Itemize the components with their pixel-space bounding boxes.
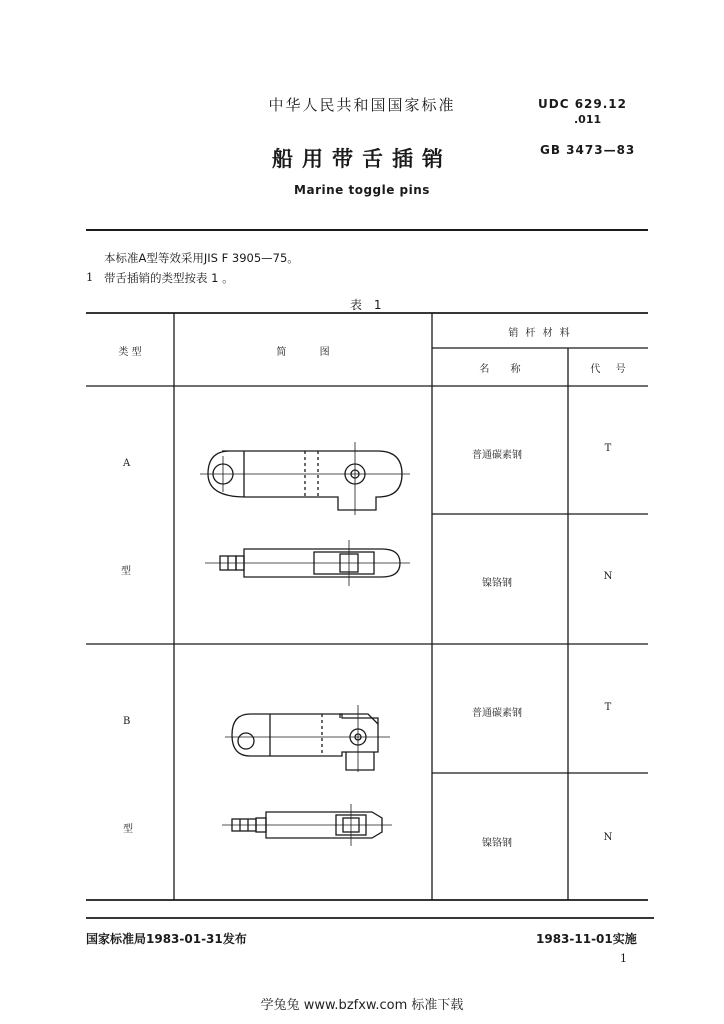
row-a-type-label: A — [123, 458, 131, 469]
udc-code: UDC 629.12 — [538, 97, 627, 111]
type-b-top-view-drawing — [225, 705, 390, 772]
publish-date: 国家标准局1983-01-31发布 — [86, 932, 247, 946]
header-sketch: 简 图 — [276, 347, 330, 358]
row-b-material-2-name: 镍铬钢 — [482, 838, 512, 849]
row-b-type-suffix: 型 — [123, 824, 133, 835]
clause-number: 1 — [86, 270, 94, 284]
type-b-side-view-drawing — [222, 804, 392, 846]
page-number: 1 — [620, 952, 627, 965]
document-title: 船用带舌插销 — [272, 147, 452, 171]
row-b-material-1-code: T — [604, 702, 612, 713]
implement-date: 1983-11-01实施 — [536, 932, 637, 946]
header-material: 销 杆 材 料 — [508, 328, 572, 339]
row-b-material-2-code: N — [603, 832, 613, 843]
row-a-type-suffix: 型 — [121, 566, 131, 577]
row-b-material-1-name: 普通碳素钢 — [472, 708, 522, 719]
row-a-material-2-code: N — [603, 571, 613, 582]
header-material-code: 代 号 — [590, 364, 626, 375]
row-a-material-1-code: T — [604, 443, 612, 454]
type-a-top-view-drawing — [200, 442, 410, 515]
type-a-side-view-drawing — [205, 540, 410, 586]
header-type: 类 型 — [118, 347, 142, 358]
udc-code-suffix: .011 — [574, 113, 602, 126]
standard-number: GB 3473—83 — [540, 143, 636, 157]
issuing-authority: 中华人民共和国国家标准 — [268, 96, 456, 114]
row-a-material-1-name: 普通碳素钢 — [472, 450, 522, 461]
clause-text: 带舌插销的类型按表 1 。 — [104, 271, 234, 285]
row-b-type-label: B — [123, 716, 131, 727]
header-material-name: 名 称 — [479, 364, 521, 375]
watermark: 学兔兔 www.bzfxw.com 标准下载 — [260, 998, 464, 1013]
row-a-material-2-name: 镍铬钢 — [482, 578, 512, 589]
intro-text: 本标准A型等效采用JIS F 3905—75。 — [104, 251, 299, 265]
table-caption: 表 1 — [350, 298, 386, 312]
document-title-english: Marine toggle pins — [294, 183, 430, 197]
